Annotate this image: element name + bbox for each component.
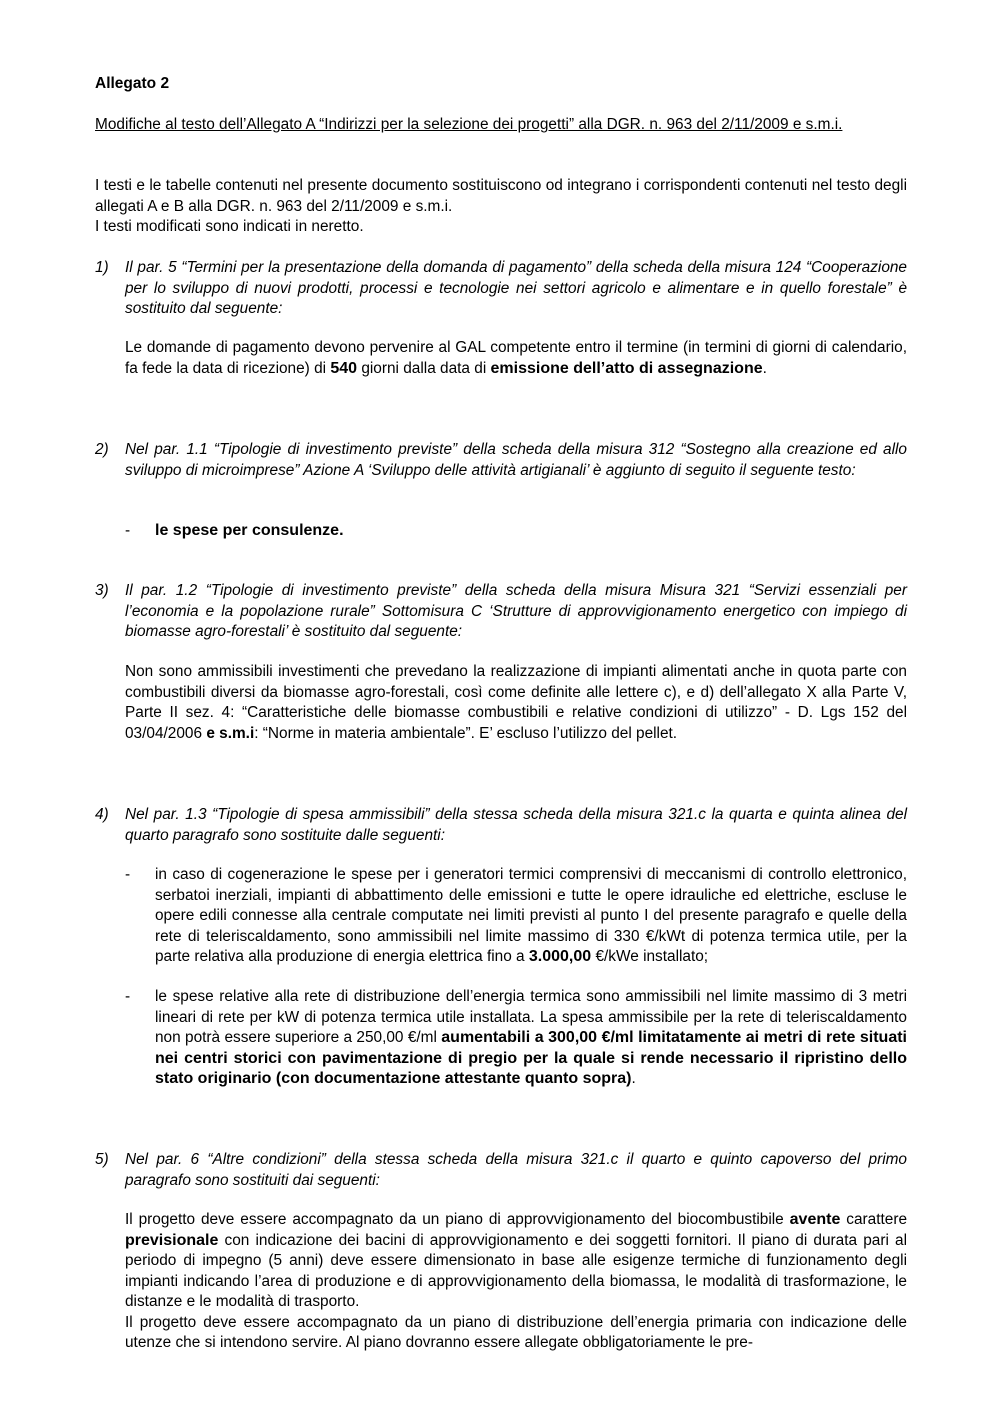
body-text: Il progetto deve essere accompagnato da un piano di approvvigionamento del biocombustibile <box>125 1211 790 1228</box>
item-body <box>125 1210 907 1354</box>
body-text: . <box>762 359 767 377</box>
body-text: Il progetto deve essere accompagnato da un piano di distribuzione dell’energia primaria con indicazione delle utenze che si intendono servire. Al piano dovranno essere allegate obbligatoriamente le pre- <box>125 1313 907 1351</box>
item-number: 3) <box>95 582 109 599</box>
body-text: carattere <box>840 1211 907 1228</box>
body-text: : “Norme in materia ambientale”. E’ escluso l’utilizzo del pellet. <box>254 724 678 742</box>
body-text: le spese relative alla rete di distribuzione dell’energia termica sono ammissibili nel limite massimo di 3 metri lineari di rete per kW di potenza termica utile installata. La spesa ammissibile per la rete di teleriscaldamento non potrà essere superiore a 250,00 €/ml <box>155 988 907 1046</box>
body-text: €/kWe installato; <box>591 948 709 965</box>
body-bold: 3.000,00 <box>528 948 592 965</box>
body-text: Non sono ammissibili investimenti che prevedano la realizzazione di impianti alimentati anche in quota parte con combustibili diversi da biomasse agro-forestali, così come definite alle lettere c), e d) dell’allegato X alla Parte V, Parte II sez. 4: “Caratteristiche delle biomasse combustibili e relative condizioni di utilizzo” - D. Lgs 152 del 03/04/2006 <box>125 663 907 742</box>
item-number: 5) <box>95 1151 109 1168</box>
bullet-dash: - <box>125 522 131 539</box>
body-bold: avente <box>789 1211 841 1228</box>
document-title: Allegato 2 <box>95 75 170 92</box>
bullet-dash: - <box>125 866 131 883</box>
item-heading: Nel par. 6 “Altre condizioni” della stessa scheda della misura 321.c il quarto e quinto capoverso del primo paragrafo sono sostituiti dai seguenti: <box>125 1151 907 1189</box>
item-number: 2) <box>95 441 109 458</box>
intro-line-1: I testi e le tabelle contenuti nel presente documento sostituiscono od integrano i corrispondenti contenuti nel testo degli allegati A e B alla DGR. n. 963 del 2/11/2009 e s.m.i. <box>95 177 907 215</box>
item-heading: Nel par. 1.1 “Tipologie di investimento previste” della scheda della misura 312 “Sostegno alla creazione ed allo sviluppo di microimprese” Azione A ‘Sviluppo delle attività artigianali’ è aggiunto di seguito il seguente testo: <box>125 441 907 479</box>
bullet-item <box>155 987 907 1090</box>
body-text: Le domande di pagamento devono pervenire al GAL competente entro il termine (in termini di giorni di calendario, fa fede la data di ricezione) di <box>125 339 907 377</box>
body-bold: 540 <box>330 359 358 377</box>
item-heading: Il par. 5 “Termini per la presentazione della domanda di pagamento” della scheda della misura 124 “Cooperazione per lo sviluppo di nuovi prodotti, processi e tecnologie nei settori agricolo e alimentare e in quello forestale” è sostituito dal seguente: <box>125 259 907 317</box>
intro-paragraph <box>95 176 907 238</box>
body-bold: previsionale <box>125 1231 219 1249</box>
body-bold: aumentabili a 300,00 €/ml limitatamente ai metri di rete situati nei centri storici con pavimentazione di pregio per la quale si rende necessario il ripristino dello stato originario (con documentazione attestante quanto sopra) <box>155 1029 908 1087</box>
bullet-dash: - <box>125 988 131 1005</box>
bullet-item <box>155 865 907 968</box>
body-text: in caso di cogenerazione le spese per i generatori termici comprensivi di meccanismi di controllo elettronico, serbatoi inerziali, impianti di abbattimento delle emissioni e tutte le opere idrauliche ed elettriche, escluse le opere edili connesse alla centrale computate nei limiti previsti al punto I del presente paragrafo e quelle della rete di teleriscaldamento, sono ammissibili nel limite massimo di 330 €/kWt di potenza termica utile, per la parte relativa alla produzione di energia elettrica fino a <box>155 866 907 965</box>
body-text: con indicazione dei bacini di approvvigionamento e dei soggetti fornitori. Il piano di durata pari al periodo di impegno (5 anni) deve essere dimensionato in base alle esigenze termiche di funzionamento degli impianti indicando l’area di produzione e di approvvigionamento della biomassa, le modalità di trasformazione, le distanze e le modalità di trasporto. <box>125 1231 907 1310</box>
body-text: giorni dalla data di <box>357 359 491 377</box>
item-heading: Nel par. 1.3 “Tipologie di spesa ammissibili” della stessa scheda della misura 321.c la quarta e quinta alinea del quarto paragrafo sono sostituite dalle seguenti: <box>125 806 907 844</box>
body-bold: e s.m.i <box>206 724 255 742</box>
document-subject: Modifiche al testo dell’Allegato A “Indirizzi per la selezione dei progetti” alla DGR. n. 963 del 2/11/2009 e s.m.i. <box>95 116 843 133</box>
item-body <box>125 338 907 379</box>
intro-line-2: I testi modificati sono indicati in neretto. <box>95 218 364 235</box>
item-body <box>125 662 907 744</box>
item-number: 1) <box>95 259 109 276</box>
item-number: 4) <box>95 806 109 823</box>
item-heading: Il par. 1.2 “Tipologie di investimento previste” della scheda della misura Misura 321 “Servizi essenziali per l’economia e la popolazione rurale” Sottomisura C ‘Strutture di approvvigionamento energetico con impiego di biomasse agro-forestali’ è sostituito dal seguente: <box>125 582 907 640</box>
body-text: . <box>631 1070 636 1087</box>
bullet-item: le spese per consulenze. <box>155 522 344 539</box>
body-bold: emissione dell’atto di assegnazione <box>490 359 763 377</box>
